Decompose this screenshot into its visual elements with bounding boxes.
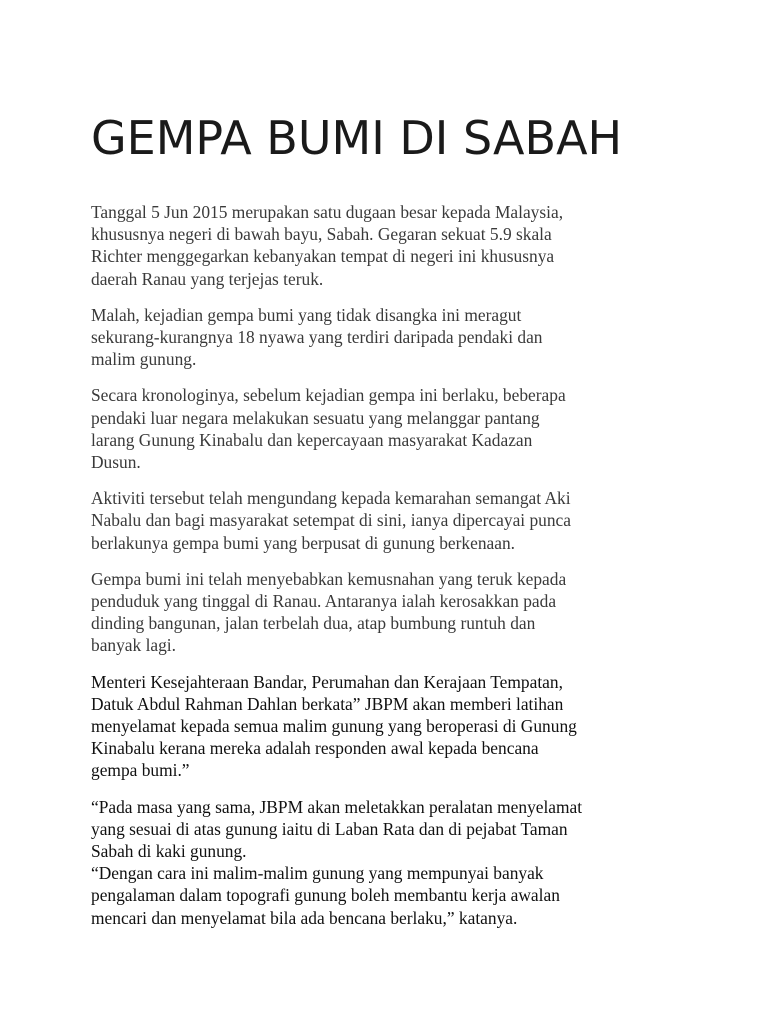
- paragraph-2: Malah, kejadian gempa bumi yang tidak disangka ini meragut sekurang-kurangnya 18 nyawa yang terdiri daripada pendaki dan malim gunung.: [91, 304, 543, 370]
- page-title: GEMPA BUMI DI SABAH: [91, 111, 623, 165]
- paragraph-4: Aktiviti tersebut telah mengundang kepada kemarahan semangat Aki Nabalu dan bagi masyarakat setempat di sini, ianya dipercayai punca berlakunya gempa bumi yang berpusat di gunung berkenaan.: [91, 488, 571, 553]
- paragraph-5: Gempa bumi ini telah menyebabkan kemusnahan yang teruk kepada penduduk yang tinggal di Ranau. Antaranya ialah kerosakkan pada dinding bangunan, jalan terbelah dua, atap bumbung runtuh dan banyak lagi.: [91, 568, 567, 656]
- paragraph-6: Menteri Kesejahteraan Bandar, Perumahan dan Kerajaan Tempatan, Datuk Abdul Rahman Dahlan berkata” JBPM akan memberi latihan menyelamat kepada semua malim gunung yang beroperasi di Gunung Kinabalu kerana mereka adalah responden awal kepada bencana gempa bumi.”: [91, 671, 577, 781]
- article-body: [91, 201, 691, 943]
- paragraph-1: Tanggal 5 Jun 2015 merupakan satu dugaan besar kepada Malaysia, khususnya negeri di bawah bayu, Sabah. Gegaran sekuat 5.9 skala Richter menggegarkan kebanyakan tempat di negeri ini khususnya daerah Ranau yang terjejas teruk.: [91, 202, 564, 289]
- paragraph-7: “Pada masa yang sama, JBPM akan meletakkan peralatan menyelamat yang sesuai di atas gunung iaitu di Laban Rata dan di pejabat Taman Sabah di kaki gunung. “Dengan cara ini malim-malim gunung yang mempunyai banyak pengalaman dalam topografi gunung boleh membantu kerja awalan mencari dan menyelamat bila ada bencana berlaku,” katanya.: [91, 796, 583, 928]
- paragraph-3: Secara kronologinya, sebelum kejadian gempa ini berlaku, beberapa pendaki luar negara melakukan sesuatu yang melanggar pantang larang Gunung Kinabalu dan kepercayaan masyarakat Kadazan Dusun.: [91, 385, 566, 473]
